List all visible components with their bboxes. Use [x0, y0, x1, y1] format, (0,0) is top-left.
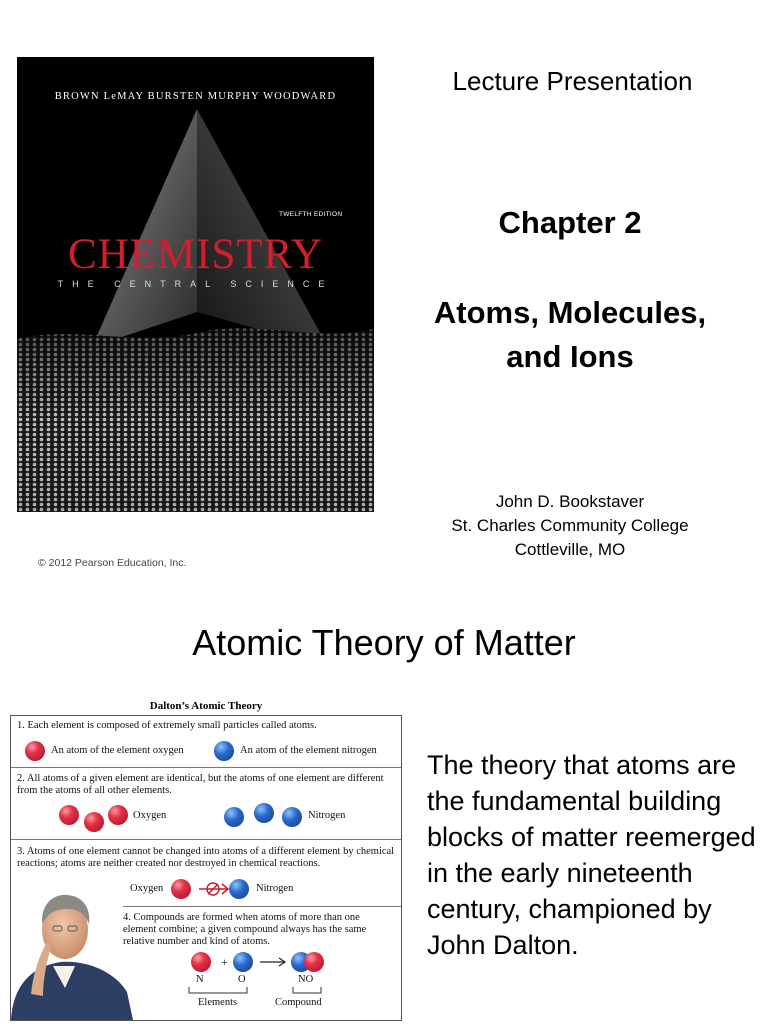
copyright-notice: © 2012 Pearson Education, Inc.	[38, 557, 187, 569]
chapter-title-line2: and Ions	[506, 339, 634, 374]
cover-title: CHEMISTRY	[67, 231, 324, 278]
author-institution: St. Charles Community College	[451, 516, 689, 535]
john-dalton-portrait	[3, 884, 143, 1020]
oxygen-atom	[108, 805, 128, 825]
oxygen-atom	[191, 952, 211, 972]
point-3-nitrogen-label: Nitrogen	[256, 883, 294, 894]
book-cover	[17, 57, 374, 512]
chapter-number: Chapter 2	[498, 205, 642, 240]
compound-label: Compound	[275, 997, 322, 1008]
author-name: John D. Bookstaver	[495, 492, 645, 511]
nitrogen-atom	[224, 807, 244, 827]
oxygen-atom	[25, 741, 45, 761]
slide-title: Atomic Theory of Matter	[192, 622, 576, 663]
point-1-nitrogen-label: An atom of the element nitrogen	[240, 745, 377, 756]
chapter-title-line1: Atoms, Molecules,	[433, 295, 707, 330]
cover-subtitle: THE CENTRAL SCIENCE	[57, 279, 334, 289]
nitrogen-atom	[214, 741, 234, 761]
point-3-text: 3. Atoms of one element cannot be changed into atoms of a different element by chemical reactions; atoms are neither created nor destroyed in chemical reactions.	[17, 846, 395, 869]
author-location: Cottleville, MO	[514, 540, 626, 559]
point-2-nitrogen-label: Nitrogen	[308, 810, 346, 821]
author-block	[395, 490, 745, 562]
label-no: NO	[298, 974, 314, 985]
not-convertible-arrow-icon	[197, 880, 231, 898]
point-2-oxygen-label: Oxygen	[133, 810, 167, 821]
nitrogen-atom	[254, 803, 274, 823]
elements-label: Elements	[198, 997, 238, 1008]
nitrogen-atom	[233, 952, 253, 972]
plus-sign: +	[221, 955, 228, 969]
point-1-oxygen-label: An atom of the element oxygen	[51, 745, 184, 756]
dalton-figure	[10, 715, 402, 1021]
nitrogen-atom	[229, 879, 249, 899]
oxygen-atom	[59, 805, 79, 825]
cover-authors: BROWN LeMAY BURSTEN MURPHY WOODWARD	[54, 91, 337, 102]
point-1-text: 1. Each element is composed of extremely small particles called atoms.	[17, 720, 317, 731]
nitrogen-atom	[282, 807, 302, 827]
chapter-title	[395, 291, 745, 379]
reaction-arrow-icon	[259, 956, 287, 968]
body-paragraph: The theory that atoms are the fundamental building blocks of matter reemerged in the early nineteenth century, championed by John Dalton.	[427, 750, 756, 960]
divider	[11, 839, 401, 840]
oxygen-atom	[84, 812, 104, 832]
point-3-oxygen-label: Oxygen	[130, 883, 164, 894]
point-4-text: 4. Compounds are formed when atoms of more than one element combine; a given compound always has the same relative number and kind of atoms.	[123, 912, 367, 947]
oxygen-atom	[171, 879, 191, 899]
divider	[123, 906, 401, 907]
figure-title: Dalton’s Atomic Theory	[149, 700, 263, 712]
lecture-label: Lecture Presentation	[452, 66, 693, 96]
point-2-text: 2. All atoms of a given element are identical, but the atoms of one element are different from the atoms of all other elements.	[17, 773, 384, 796]
label-o: O	[238, 974, 246, 985]
cover-edition: TWELFTH EDITION	[279, 211, 343, 218]
oxygen-atom	[304, 952, 324, 972]
divider	[11, 767, 401, 768]
label-n: N	[196, 974, 204, 985]
